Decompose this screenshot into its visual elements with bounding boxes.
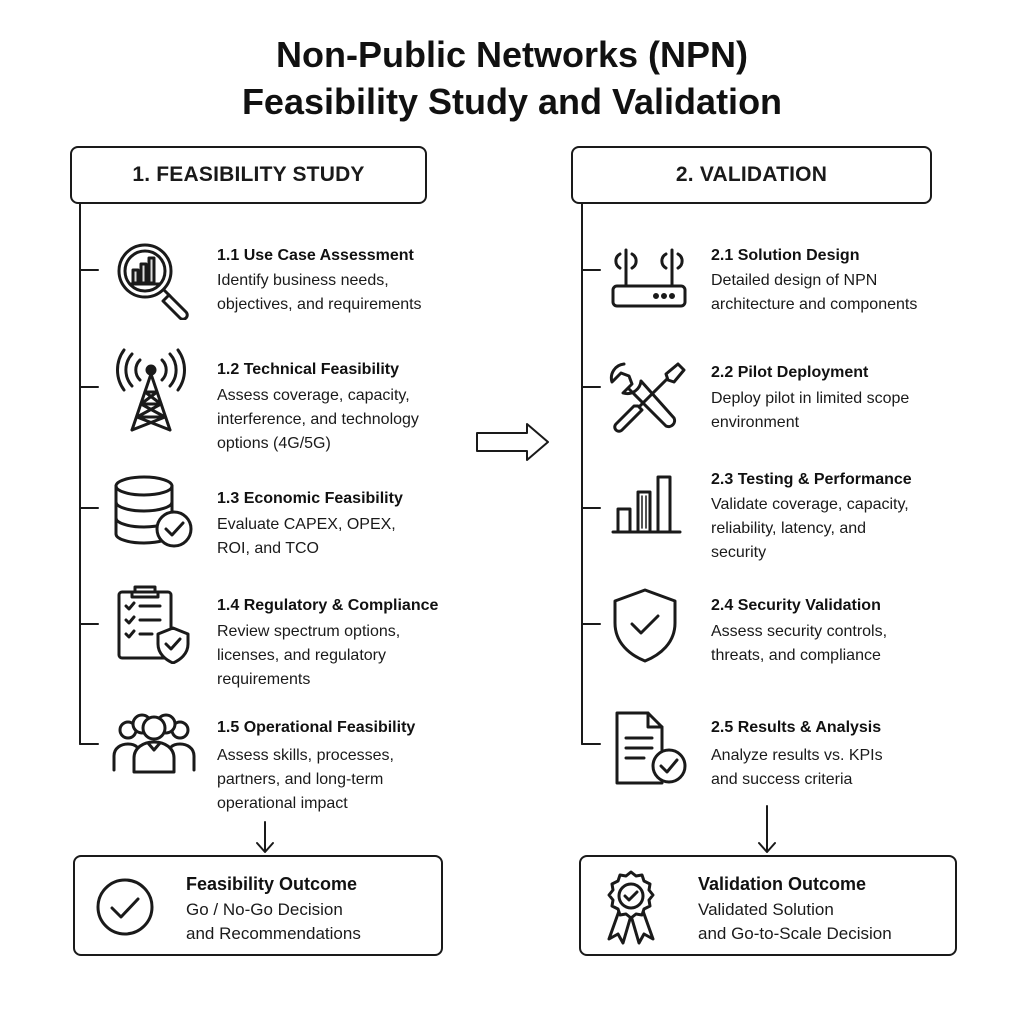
feasibility-outcome-box: [73, 855, 443, 956]
step-1-2-desc-line-1: Assess coverage, capacity,: [217, 387, 410, 404]
validation-header-label: 2. VALIDATION: [675, 163, 828, 186]
feasibility-down-arrow: [257, 822, 273, 852]
step-2-4-desc-line-2: threats, and compliance: [711, 647, 881, 664]
step-2-3-desc-line-2: reliability, latency, and: [711, 520, 867, 537]
step-2-3-desc-line-3: security: [711, 544, 767, 561]
step-1-5-title: 1.5 Operational Feasibility: [217, 719, 416, 736]
validation-down-arrow: [759, 806, 775, 852]
award-ribbon-icon: [603, 869, 659, 945]
step-1-5-desc-line-1: Assess skills, processes,: [217, 747, 394, 764]
feasibility-header-label: 1. FEASIBILITY STUDY: [132, 163, 365, 186]
step-1-5-desc-line-2: partners, and long-term: [217, 771, 384, 788]
step-1-2-title: 1.2 Technical Feasibility: [217, 361, 399, 378]
diagram-title-line-2: Feasibility Study and Validation: [241, 81, 783, 122]
step-1-3-desc-line-2: ROI, and TCO: [217, 540, 319, 557]
step-1-3-title: 1.3 Economic Feasibility: [217, 490, 403, 507]
step-2-5-title: 2.5 Results & Analysis: [711, 719, 882, 736]
feasibility-outcome-title: Feasibility Outcome: [186, 874, 358, 894]
step-2-3-desc-line-1: Validate coverage, capacity,: [711, 496, 909, 513]
cell-tower-icon: [114, 348, 188, 434]
bar-chart-icon: [610, 474, 682, 536]
wrench-screwdriver-icon: [608, 360, 686, 436]
step-1-1-desc-line-1: Identify business needs,: [217, 272, 389, 289]
shield-check-icon: [612, 587, 678, 663]
step-1-1-title: 1.1 Use Case Assessment: [217, 247, 414, 264]
step-2-4-desc-line-1: Assess security controls,: [711, 623, 888, 640]
step-1-2-desc-line-2: interference, and technology: [217, 411, 419, 428]
step-2-1-title: 2.1 Solution Design: [711, 247, 860, 264]
step-1-4-desc-line-1: Review spectrum options,: [217, 623, 401, 640]
validation-outcome-line-1: Validated Solution: [698, 900, 834, 919]
step-2-5-desc-line-1: Analyze results vs. KPIs: [711, 747, 883, 764]
diagram-title-line-1: Non-Public Networks (NPN): [275, 34, 749, 75]
step-1-4-desc-line-3: requirements: [217, 671, 311, 688]
team-icon: [112, 710, 196, 774]
database-check-icon: [113, 474, 195, 550]
feasibility-study-header: [70, 146, 427, 204]
validation-outcome-line-2: and Go-to-Scale Decision: [698, 924, 892, 943]
flow-right-arrow: [477, 424, 548, 460]
validation-outcome-title: Validation Outcome: [698, 874, 867, 894]
validation-outcome-box: [579, 855, 957, 956]
step-1-4-title: 1.4 Regulatory & Compliance: [217, 597, 439, 614]
magnifier-chart-icon: [112, 240, 194, 320]
step-2-4-title: 2.4 Security Validation: [711, 597, 881, 614]
step-1-3-desc-line-1: Evaluate CAPEX, OPEX,: [217, 516, 396, 533]
step-2-2-title: 2.2 Pilot Deployment: [711, 364, 869, 381]
router-icon: [610, 246, 688, 312]
step-1-1-desc-line-2: objectives, and requirements: [217, 296, 422, 313]
clipboard-shield-icon: [116, 584, 192, 664]
step-2-2-desc-line-2: environment: [711, 414, 800, 431]
step-2-1-desc-line-1: Detailed design of NPN: [711, 272, 878, 289]
step-2-5-desc-line-2: and success criteria: [711, 771, 853, 788]
document-check-icon: [614, 710, 690, 786]
step-1-4-desc-line-2: licenses, and regulatory: [217, 647, 386, 664]
step-1-2-desc-line-3: options (4G/5G): [217, 435, 331, 452]
step-2-2-desc-line-1: Deploy pilot in limited scope: [711, 390, 910, 407]
check-circle-icon: [95, 877, 155, 937]
validation-header: [571, 146, 932, 204]
step-1-5-desc-line-3: operational impact: [217, 795, 348, 812]
feasibility-outcome-line-2: and Recommendations: [186, 924, 361, 943]
feasibility-outcome-line-1: Go / No-Go Decision: [186, 900, 343, 919]
step-2-1-desc-line-2: architecture and components: [711, 296, 918, 313]
step-2-3-title: 2.3 Testing & Performance: [711, 471, 912, 488]
